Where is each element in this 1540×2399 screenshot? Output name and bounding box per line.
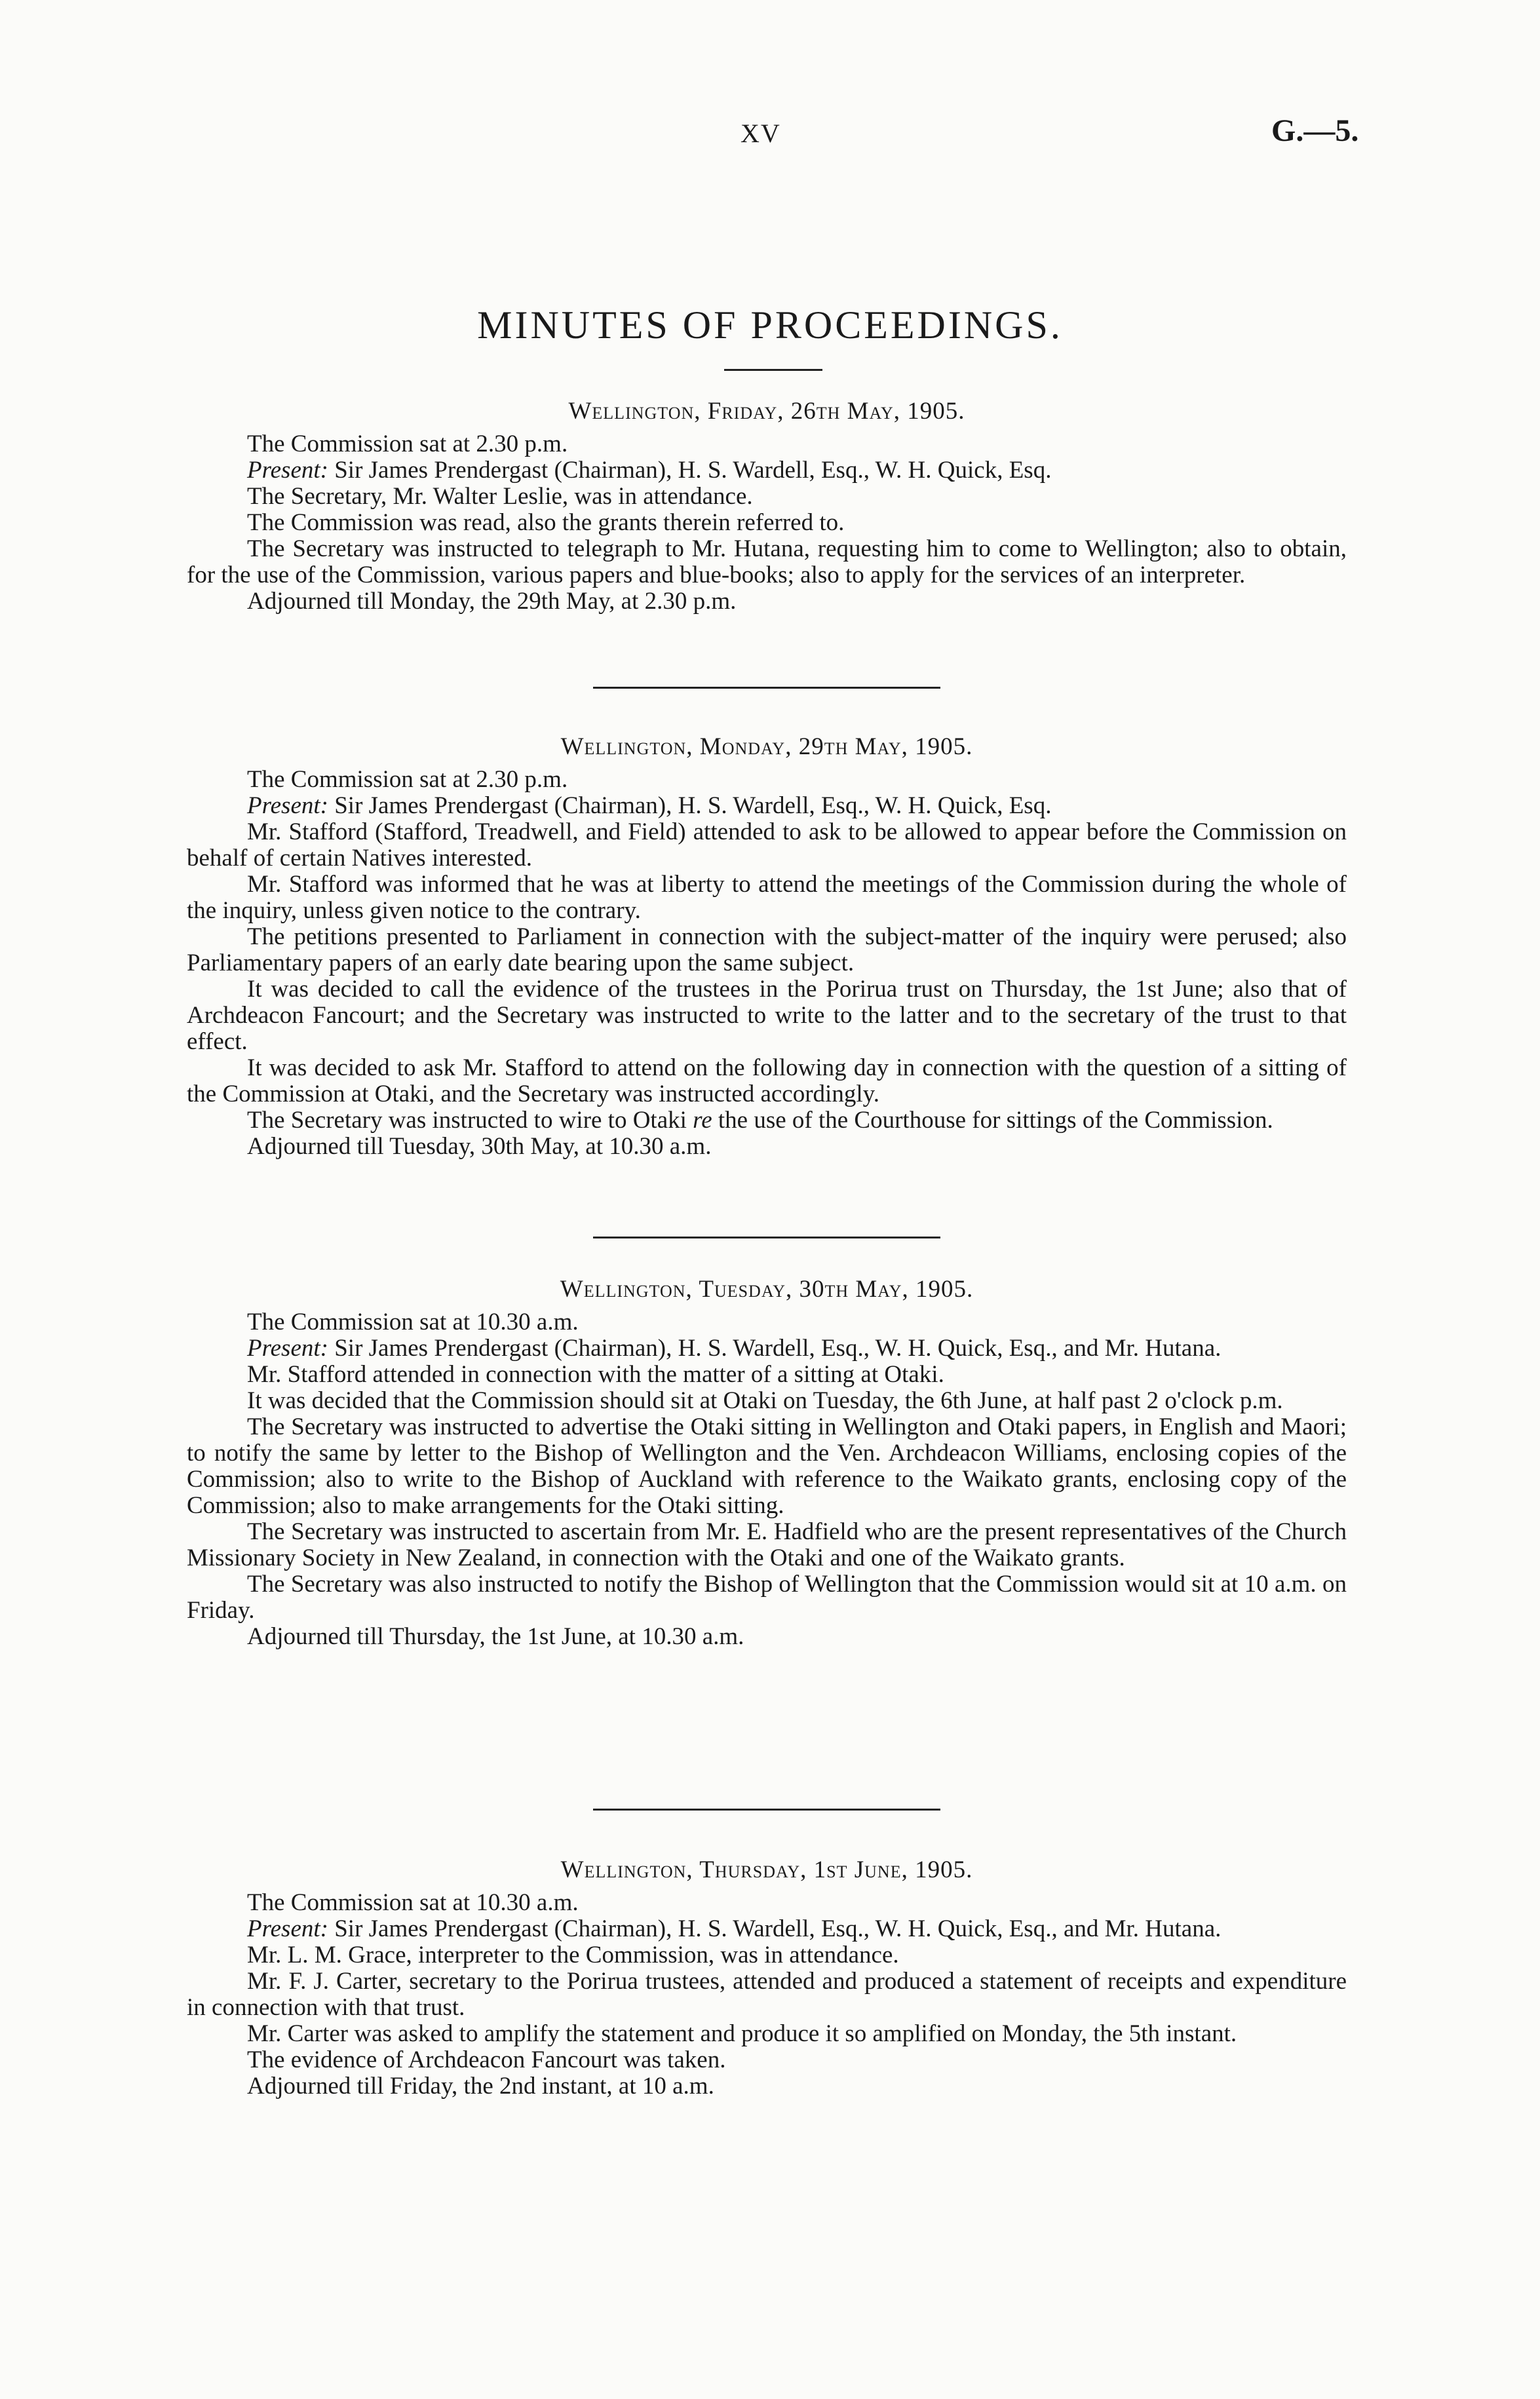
section-heading-text: Wellington, Tuesday, 30th May, 1905.	[560, 1276, 974, 1303]
italic-label: Present:	[247, 457, 328, 484]
section-divider	[593, 1237, 940, 1238]
title-rule	[724, 369, 822, 371]
section-heading	[187, 1857, 1347, 1883]
minute-paragraph	[187, 1916, 1347, 1942]
document-reference: G.—5.	[1271, 113, 1359, 148]
minute-paragraph	[187, 1335, 1347, 1362]
minute-paragraph: The Secretary was instructed to advertise the Otaki sitting in Wellington and Otaki papers, in English and Maori; to notify the same by letter to the Bishop of Wellington and the Ven. Archdeacon Williams, enclosing copies of the Commission; also to write to the Bishop of Auckland with reference to the Waikato grants, enclosing copy of the Commission; also to make arrangements for the Otaki sitting.	[187, 1413, 1347, 1519]
minute-paragraph: Adjourned till Friday, the 2nd instant, at 10 a.m.	[247, 2073, 714, 2100]
paragraph-text: The Secretary was instructed to wire to Otaki	[247, 1107, 693, 1134]
minute-paragraph: It was decided to call the evidence of the trustees in the Porirua trust on Thursday, the 1st June; also that of Archdeacon Fancourt; and the Secretary was instructed to write to the latter and to the secretary of the trust to that effect.	[187, 976, 1347, 1055]
page-number: XV	[741, 119, 781, 148]
minute-paragraph	[187, 457, 1347, 484]
section-heading	[187, 734, 1347, 760]
italic-label: Present:	[247, 1335, 328, 1362]
minute-paragraph: The Commission sat at 10.30 a.m.	[247, 1889, 579, 1916]
minute-paragraph: Adjourned till Thursday, the 1st June, at 10.30 a.m.	[247, 1623, 744, 1650]
section-heading	[187, 398, 1347, 425]
paragraph-text: Sir James Prendergast (Chairman), H. S. Wardell, Esq., W. H. Quick, Esq.	[328, 457, 1052, 484]
minutes-section-may-30	[187, 1276, 1347, 1650]
minutes-section-may-29	[187, 734, 1347, 1160]
section-heading-text: Wellington, Thursday, 1st June, 1905.	[560, 1856, 973, 1883]
paragraph-text: Sir James Prendergast (Chairman), H. S. Wardell, Esq., W. H. Quick, Esq., and Mr. Hutana.	[328, 1915, 1222, 1942]
minute-paragraph: Mr. Stafford (Stafford, Treadwell, and Field) attended to ask to be allowed to appear before the Commission on behalf of certain Natives interested.	[187, 818, 1347, 872]
italic-label: re	[693, 1107, 712, 1134]
italic-label: Present:	[247, 792, 328, 819]
minute-paragraph: It was decided to ask Mr. Stafford to attend on the following day in connection with the question of a sitting of the Commission at Otaki, and the Secretary was instructed accordingly.	[187, 1054, 1347, 1107]
section-heading	[187, 1276, 1347, 1303]
section-heading-text: Wellington, Friday, 26th May, 1905.	[568, 398, 965, 425]
section-divider	[593, 687, 940, 689]
minute-paragraph: Adjourned till Monday, the 29th May, at 2.30 p.m.	[247, 588, 737, 615]
page-title: MINUTES OF PROCEEDINGS.	[477, 303, 1063, 347]
minute-paragraph: The Secretary, Mr. Walter Leslie, was in attendance.	[247, 483, 753, 510]
minutes-section-may-26	[187, 398, 1347, 615]
minute-paragraph: Mr. Stafford attended in connection with the matter of a sitting at Otaki.	[247, 1361, 944, 1388]
minute-paragraph: Mr. L. M. Grace, interpreter to the Commission, was in attendance.	[247, 1942, 899, 1968]
minute-paragraph: Mr. Stafford was informed that he was at liberty to attend the meetings of the Commission during the whole of the inquiry, unless given notice to the contrary.	[187, 871, 1347, 924]
minute-paragraph: The petitions presented to Parliament in connection with the subject-matter of the inquiry were perused; also Parliamentary papers of an early date bearing upon the same subject.	[187, 923, 1347, 976]
section-divider	[593, 1809, 940, 1811]
minute-paragraph: The Secretary was also instructed to notify the Bishop of Wellington that the Commission would sit at 10 a.m. on Friday.	[187, 1571, 1347, 1624]
minute-paragraph: Mr. F. J. Carter, secretary to the Porirua trustees, attended and produced a statement of receipts and expenditure in connection with that trust.	[187, 1968, 1347, 2021]
minute-paragraph: The Commission sat at 10.30 a.m.	[247, 1309, 579, 1335]
minute-paragraph: The Commission was read, also the grants therein referred to.	[247, 509, 845, 536]
minute-paragraph: The Secretary was instructed to ascertain from Mr. E. Hadfield who are the present representatives of the Church Missionary Society in New Zealand, in connection with the Otaki and one of the Waikato grants.	[187, 1518, 1347, 1571]
minute-paragraph: Mr. Carter was asked to amplify the statement and produce it so amplified on Monday, the 5th instant.	[247, 2020, 1237, 2047]
italic-label: Present:	[247, 1915, 328, 1942]
minute-paragraph: The evidence of Archdeacon Fancourt was taken.	[247, 2046, 726, 2073]
minute-paragraph: Adjourned till Tuesday, 30th May, at 10.30 a.m.	[247, 1133, 712, 1160]
minute-paragraph	[187, 793, 1347, 819]
minute-paragraph: The Commission sat at 2.30 p.m.	[247, 766, 568, 793]
minute-paragraph: It was decided that the Commission should sit at Otaki on Tuesday, the 6th June, at half past 2 o'clock p.m.	[247, 1387, 1283, 1414]
section-heading-text: Wellington, Monday, 29th May, 1905.	[560, 733, 973, 760]
minute-paragraph: The Commission sat at 2.30 p.m.	[247, 431, 568, 457]
paragraph-text: Sir James Prendergast (Chairman), H. S. Wardell, Esq., W. H. Quick, Esq., and Mr. Hutana.	[328, 1335, 1222, 1362]
paragraph-text: Sir James Prendergast (Chairman), H. S. Wardell, Esq., W. H. Quick, Esq.	[328, 792, 1052, 819]
minutes-section-june-1	[187, 1857, 1347, 2100]
paragraph-text: the use of the Courthouse for sittings of the Commission.	[712, 1107, 1273, 1134]
minute-paragraph	[187, 1107, 1347, 1134]
minute-paragraph: The Secretary was instructed to telegraph to Mr. Hutana, requesting him to come to Wellington; also to obtain, for the use of the Commission, various papers and blue-books; also to apply for the services of an interpreter.	[187, 535, 1347, 588]
